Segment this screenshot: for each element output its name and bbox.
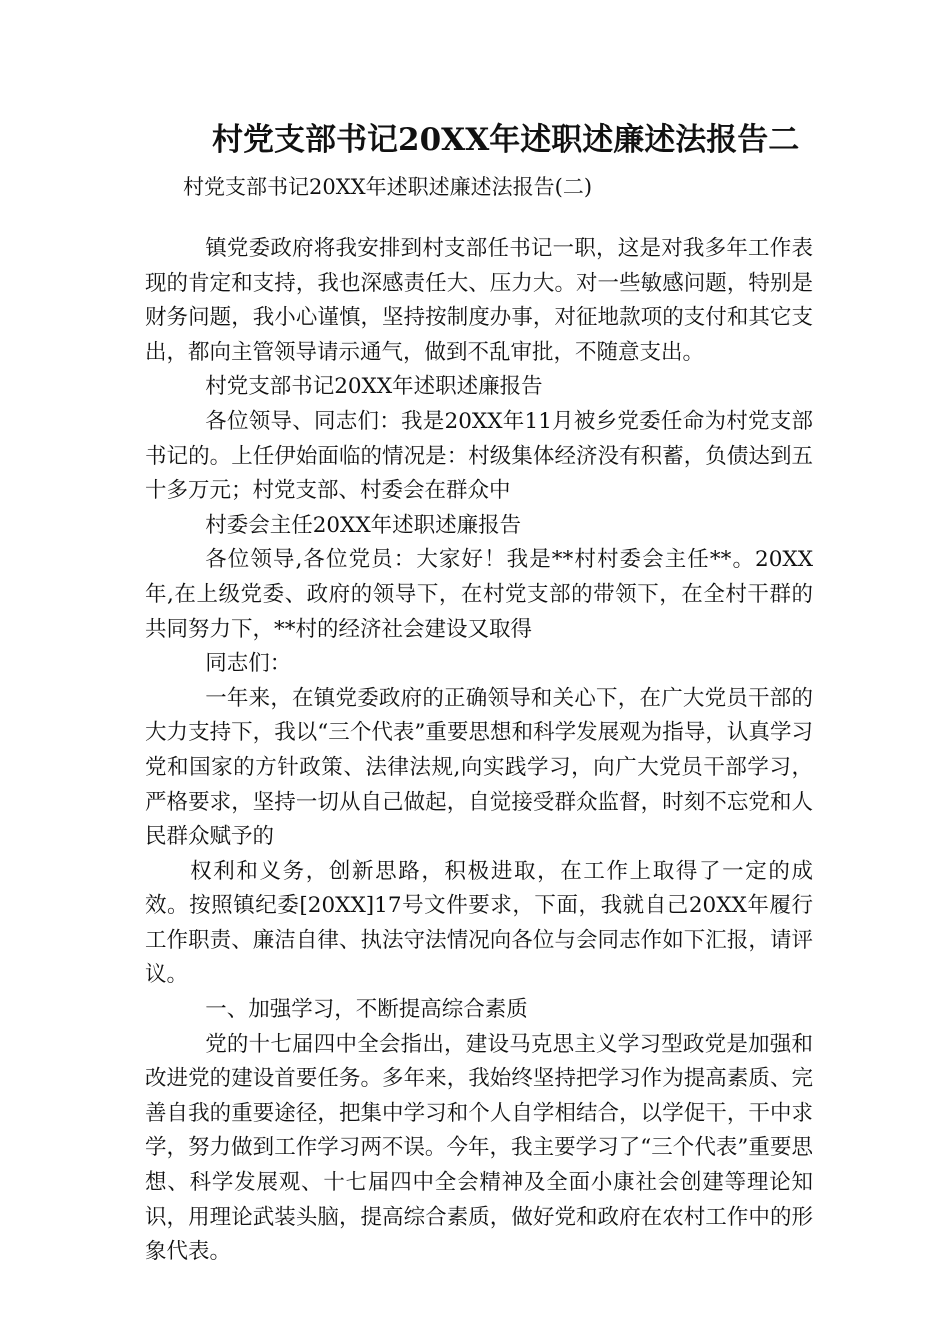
paragraph: 村委会主任20XX年述职述廉报告 [205,512,522,538]
paragraph: 同志们： [205,651,292,677]
document-body [145,232,813,1270]
document-title: 村党支部书记20XX年述职述廉述法报告二 [212,122,800,158]
paragraph: 镇党委政府将我安排到村支部任书记一职，这是对我多年工作表现的肯定和支持，我也深感责任大、压力大。对一些敏感问题，特别是财务问题，我小心谨慎，坚持按制度办事，对征地款项的支付和其它支出，都向主管领导请示通气，做到不乱审批，不随意支出。 [145,236,813,365]
paragraph: 党的十七届四中全会指出，建设马克思主义学习型政党是加强和改进党的建设首要任务。多年来，我始终坚持把学习作为提高素质、完善自我的重要途径，把集中学习和个人自学相结合，以学促干，干中求学，努力做到工作学习两不误。今年，我主要学习了“三个代表”重要思想、科学发展观、十七届四中全会精神及全面小康社会创建等理论知识，用理论武装头脑，提高综合素质，做好党和政府在农村工作中的形象代表。 [145,1031,813,1265]
document-subtitle: 村党支部书记20XX年述职述廉述法报告(二) [183,175,593,199]
paragraph: 各位领导,各位党员：大家好！我是**村村委会主任**。20XX年,在上级党委、政府的领导下，在村党支部的带领下，在全村干群的共同努力下，**村的经济社会建设又取得 [145,547,813,642]
section-heading: 一、加强学习，不断提高综合素质 [205,997,528,1023]
paragraph: 权利和义务，创新思路，积极进取，在工作上取得了一定的成效。按照镇纪委[20XX]17号文件要求，下面，我就自己20XX年履行工作职责、廉洁自律、执法守法情况向各位与会同志作如下汇报，请评议。 [145,858,813,988]
paragraph: 村党支部书记20XX年述职述廉报告 [205,374,543,400]
paragraph: 各位领导、同志们：我是20XX年11月被乡党委任命为村党支部书记的。上任伊始面临的情况是：村级集体经济没有积蓄，负债达到五十多万元；村党支部、村委会在群众中 [145,408,813,504]
paragraph: 一年来，在镇党委政府的正确领导和关心下，在广大党员干部的大力支持下，我以“三个代表”重要思想和科学发展观为指导，认真学习党和国家的方针政策、法律法规,向实践学习，向广大党员干部学习，严格要求，坚持一切从自己做起，自觉接受群众监督，时刻不忘党和人民群众赋予的 [145,685,813,850]
